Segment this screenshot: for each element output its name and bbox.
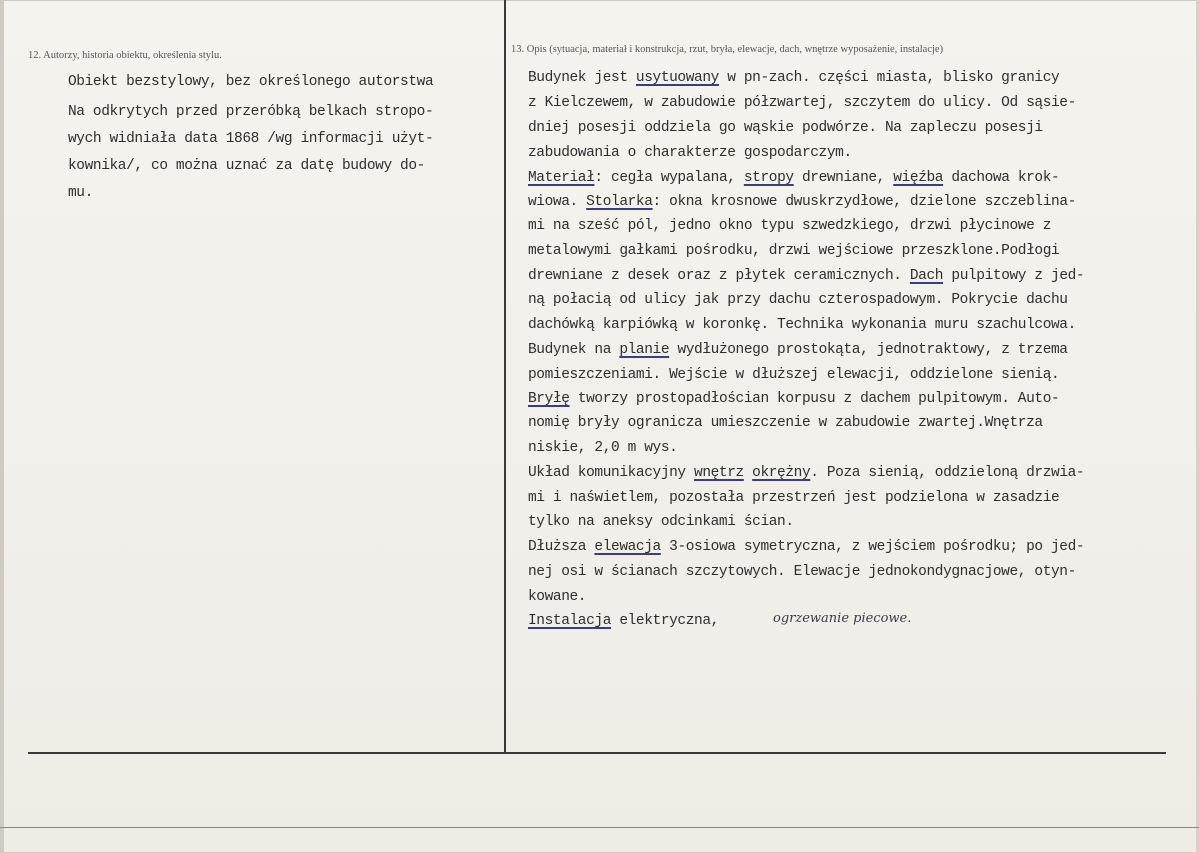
right-line-23: Instalacja elektryczna, xyxy=(528,613,719,629)
page-bottom-rule xyxy=(0,827,1199,828)
handwritten-note: ogrzewanie piecowe. xyxy=(773,611,912,626)
right-line-13: pomieszczeniami. Wejście w dłuższej elewacji, oddzielone sienią. xyxy=(528,367,1060,383)
right-line-3: dniej posesji oddziela go wąskie podwórze. Na zapleczu posesji xyxy=(528,120,1043,136)
right-line-16: niskie, 2,0 m wys. xyxy=(528,440,678,456)
right-line-9: drewniane z desek oraz z płytek ceramicznych. Dach pulpitowy z jed- xyxy=(528,268,1085,284)
right-line-12: Budynek na planie wydłużonego prostokąta, jednotraktowy, z trzema xyxy=(528,342,1068,358)
right-line-20: Dłuższa elewacja 3-osiowa symetryczna, z wejściem pośrodku; po jed- xyxy=(528,539,1085,555)
right-line-21: nej osi w ścianach szczytowych. Elewacje jednokondygnacjowe, otyn- xyxy=(528,564,1076,580)
right-line-6: wiowa. Stolarka: okna krosnowe dwuskrzydłowe, dzielone szczeblina- xyxy=(528,194,1076,210)
right-line-15: nomię bryły ogranicza umieszczenie w zabudowie zwartej.Wnętrza xyxy=(528,415,1043,431)
left-line-1: Obiekt bezstylowy, bez określonego autorstwa xyxy=(68,74,434,90)
left-line-5: mu. xyxy=(68,185,93,201)
column-divider xyxy=(504,0,506,752)
section-13-header: 13. Opis (sytuacja, materiał i konstrukcja, rzut, bryła, elewacje, dach, wnętrze wyposażenie, instalacje) xyxy=(511,44,944,55)
right-line-19: tylko na aneksy odcinkami ścian. xyxy=(528,514,794,530)
left-line-3: wych widniała data 1868 /wg informacji użyt- xyxy=(68,131,434,147)
right-line-7: mi na sześć pól, jedno okno typu szwedzkiego, drzwi płycinowe z xyxy=(528,218,1051,234)
right-line-22: kowane. xyxy=(528,589,587,605)
section-12-header: 12. Autorzy, historia obiektu, określenia stylu. xyxy=(28,50,222,61)
right-line-5: Materiał: cegła wypalana, stropy drewniane, więźba dachowa krok- xyxy=(528,170,1060,186)
right-line-17: Układ komunikacyjny wnętrz okrężny. Poza sienią, oddzieloną drzwia- xyxy=(528,465,1085,481)
left-line-4: kownika/, co można uznać za datę budowy do- xyxy=(68,158,425,174)
left-line-2: Na odkrytych przed przeróbką belkach stropo- xyxy=(68,104,434,120)
section-bottom-rule xyxy=(28,752,1166,754)
right-line-14: Bryłę tworzy prostopadłościan korpusu z dachem pulpitowym. Auto- xyxy=(528,391,1060,407)
right-line-11: dachówką karpiówką w koronkę. Technika wykonania muru szachulcowa. xyxy=(528,317,1076,333)
right-line-4: zabudowania o charakterze gospodarczym. xyxy=(528,145,852,161)
right-line-1: Budynek jest usytuowany w pn-zach. części miasta, blisko granicy xyxy=(528,70,1060,86)
paper-edge-left xyxy=(0,0,4,853)
right-line-2: z Kielczewem, w zabudowie półzwartej, szczytem do ulicy. Od sąsie- xyxy=(528,95,1076,111)
right-line-10: ną połacią od ulicy jak przy dachu czterospadowym. Pokrycie dachu xyxy=(528,292,1068,308)
right-line-8: metalowymi gałkami pośrodku, drzwi wejściowe przeszklone.Podłogi xyxy=(528,243,1060,259)
right-line-18: mi i naświetlem, pozostała przestrzeń jest podzielona w zasadzie xyxy=(528,490,1060,506)
